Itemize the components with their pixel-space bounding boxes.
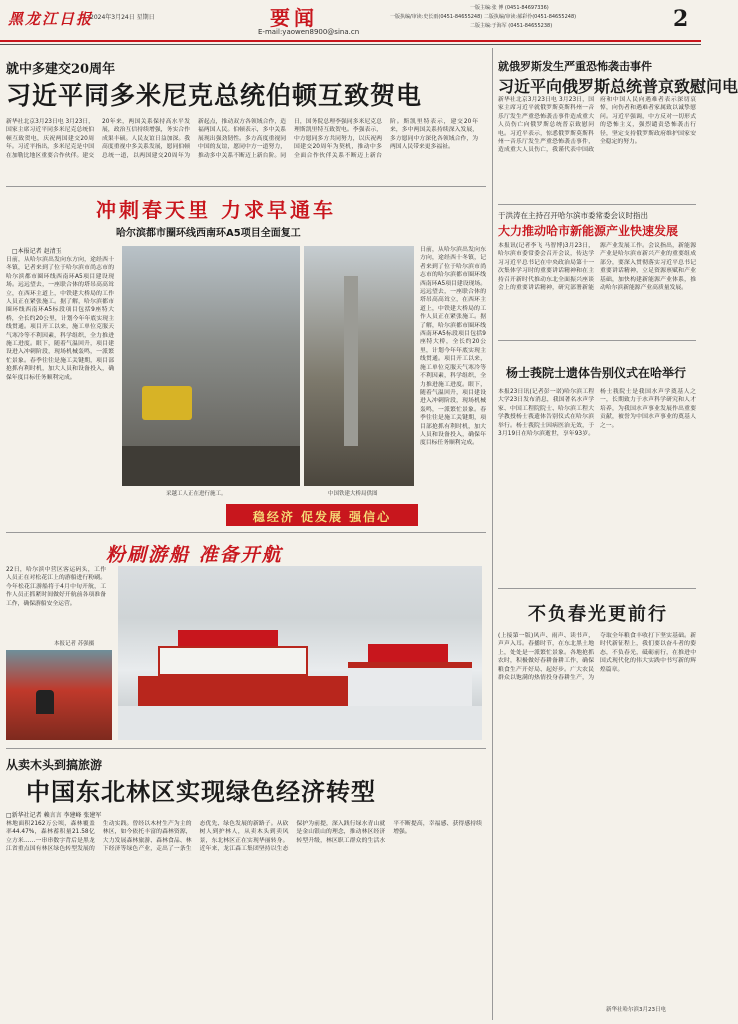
banner-text: 稳经济 促发展 强信心 [252,510,392,524]
ground-shape [122,446,300,486]
article1-body: 新华社北京3月23日电 3月23日，国家主席习近平同多米尼克总统伯顿互致贺电，庆祝两国建交20周年。习近平指出，多米尼克是中国在加勒比地区重要合作伙伴。建交20年来，两国关系保持高水平发展，政治互信持续增强，务实合作成果丰硕。人民友谊日益加深。我高度重视中多关系发展，愿同伯顿总统一道，以两国建交20周年为新起点，推动双方各领域合作，造福两国人民。伯顿表示，多中关系展现出强劲韧性。多方高度重视同中国的友谊，愿同中方一道努力，推动多中关系不断迈上新台阶。同日，国务院总理李强同多米尼克总理斯凯里特互致贺电。李强表示，中方愿同多方共同努力，以庆祝两国建交20周年为契机，推动中多全面合作伙伴关系不断迈上新台阶。斯凯里特表示，建交20年来，多中两国关系持续深入发展，多方愿同中方深化各领域合作，为两国人民带来更多福祉。 [6,119,478,159]
article3-body: 本报讯(记者李飞 马智博)3月23日，哈尔滨市委常委会召开会议，传达学习习近平总书记在中央政治局第十一次集体学习时的重要讲话精神和在主持召开新时代推动东北全面振兴座谈会上的重要讲话精神，研究部署新能源产业发展工作。会议指出，新能源产业是哈尔滨市新兴产业的重要组成部分，要深入贯彻落实习近平总书记重要讲话精神，立足资源禀赋和产业基础，加快构建新能源产业体系，推动哈尔滨新能源产业高质量发展。 [498,243,696,292]
article8-kicker: 从卖木头到搞旅游 [6,758,103,772]
ferry-hull [138,676,348,706]
editor-line-3: 二版主编:于海军 (0451-84655238) [470,23,553,29]
section-title: 要闻 [270,6,318,30]
article4-caption-left: 采越工人正在进行施工。 [166,491,227,497]
divider-article2 [498,204,696,205]
article2-body: 新华社北京3月23日电 3月23日，国家主席习近平就俄罗斯莫斯科州一音乐厅发生严重恐怖袭击事件造成重大人员伤亡向俄罗斯总统普京致慰问电。习近平表示，惊悉俄罗斯莫斯科州一音乐厅发生严重恐怖袭击事件，造成重大人员伤亡，我谨代表中国政府和中国人民向遇难者表示深切哀悼，向伤者和遇难者家属致以诚挚慰问。习近平强调，中方反对一切形式的恐怖主义，强烈谴责恐怖袭击行径，坚定支持俄罗斯政府维护国家安全稳定的努力。 [498,97,696,154]
excavator-icon [142,386,192,420]
masthead-rule [0,40,701,42]
masthead-rule-thin [0,44,701,45]
article4-byline: □本报记者 赵清玉 [12,248,62,255]
article6-headline: 杨士莪院士遗体告别仪式在哈举行 [506,366,687,380]
article2-kicker: 就俄罗斯发生严重恐怖袭击事件 [498,60,652,73]
ferry-hull-2 [348,662,472,706]
article7-headline: 不负春光更前行 [528,604,668,625]
divider-article1 [6,186,486,187]
issue-date: 2024年3月24日 星期日 [90,14,155,21]
ferry-roof-2 [368,644,448,662]
article4-kicker: 冲刺春天里 力求早通车 [96,198,336,222]
article4-subhead: 哈尔滨都市圈环线西南环A5项目全面复工 [116,228,301,239]
article5-headline: 粉刷游船 准备开航 [106,544,283,566]
paper-name: 黑龙江日报 [8,10,94,28]
painter-photo [6,650,112,740]
article1-headline: 习近平同多米尼克总统伯顿互致贺电 [6,81,423,110]
article-spring [498,592,696,1020]
bridge-pier-icon [344,276,358,446]
divider-article3 [498,340,696,341]
article5-photo-credit: 本报记者 苏强摄 [54,641,95,647]
article1-kicker: 就中多建交20周年 [6,62,116,77]
article4-caption-right: 中国铁建大桥局供图 [328,491,378,497]
vertical-divider [492,48,493,1020]
article7-body: (上接第一版)风声、雨声、读书声，声声入耳。春播时节，在东北黑土地上，处处是一派繁忙景象。各地抢抓农时，积极做好春耕备耕工作，确保粮食生产开好局、起好步。广大农民群众以饱满的热情投身春耕生产，为夺取全年粮食丰收打下坚实基础。新时代新征程上，我们要以奋斗者的姿态，不负春光，砥砺前行，在推进中国式现代化的伟大实践中书写新的辉煌篇章。 [498,633,696,682]
ferry-roof [178,630,278,646]
article8-byline: □新华社记者 赖言言 李建峰 张建军 [6,812,102,819]
article3-kicker: 于洪涛在主持召开哈尔滨市委常委会议时指出 [498,211,648,220]
construction-photo-left [122,246,300,486]
article5-caption: 22日，哈尔滨中营区客运码头，工作人员正在对松花江上的游船进行粉刷。今年松花江游船将于4月中旬开航，工作人员正抓紧时间做好开航前各项准备工作，确保游船安全运营。 [6,567,106,607]
page-number: 2 [673,6,689,32]
article6-body: 本报23日讯(记者彭一诺)哈尔滨工程大学23日发布消息，我国著名水声学家、中国工程院院士、哈尔滨工程大学教授杨士莪遗体告别仪式在哈尔滨举行。杨士莪院士因病医治无效，于3月19日在哈尔滨逝世，享年93岁。杨士莪院士是我国水声学奠基人之一，长期致力于水声科学研究和人才培养，为我国水声事业发展作出重要贡献，被誉为中国水声事业的奠基人之一。 [498,389,696,438]
article-dominica [6,52,486,182]
ferry-cabin [158,646,308,676]
article4-body-right: 日前，从哈尔滨出发向东方向，途经西十冬镇，记者来到了位于哈尔滨市尚志市的哈尔滨都市圈环线西南环A5项目建设现场。远远望去，一座联合体的塔吊高高耸立，在西环主道上，中铁建大桥局的工作人员正在紧张施工。据了解，哈尔滨都市圈环线西南环A5标段项目包括9座特大桥，全长约20公里，计划今年年底实现主线贯通。项目开工以来，施工单位克服天气寒冷等不利因素，科学组织，全力推进施工进度。眼下，随着气温回升，项目建设进入冲刺阶段，现场机械轰鸣，一派繁忙景象。春季往往是施工关键期，项目部抢抓有利时机，加大人员和设备投入，确保年度目标任务顺利完成。 [420,247,486,447]
banner-box [226,504,418,526]
article8-body: 林地面积2162万公顷，森林覆盖率44.47%，森林蓄积量21.58亿立方米……一串串数字背后是黑龙江省重点国有林区绿色转型发展的生动实践。曾经以木材生产为主的林区，如今依托丰富的森林资源，大力发展森林旅游、森林食品、林下经济等绿色产业，走出了一条生态优先、绿色发展的新路子。从砍树人到护林人，从卖木头到卖风景，东北林区正在实现华丽转身。近年来，龙江森工集团坚持以生态保护为前提，深入践行绿水青山就是金山银山的理念，推动林区经济转型升级，林区职工群众的生活水平不断提高，幸福感、获得感持续增强。 [6,821,482,853]
article7-sign-off: 新华社哈尔滨3月23日电 [606,1007,666,1013]
editor-line-2: 一版执编/审读:史长雨(0451-84655248) 二版执编/审读:郝彩伶(0451-84655248) [390,14,577,20]
article-russia [498,52,738,202]
ice-shelf [118,706,482,740]
editor-line-1: 一版主编:张 博 (0451-84697336) [470,5,549,11]
article-cruise-boats [6,536,486,746]
article-forest-economy [6,752,486,1020]
masthead [0,0,701,40]
divider-article4 [6,532,486,533]
article-yang-shie [498,344,696,584]
ferry-photo [118,566,482,740]
construction-photo-right [304,246,414,486]
divider-article6 [498,588,696,589]
section-email: E-mail:yaowen8900@sina.cn [258,28,360,36]
worker-icon [36,690,54,714]
divider-article5 [6,748,486,749]
article4-body-left: 日前，从哈尔滨出发向东方向，途经西十冬镇，记者来到了位于哈尔滨市尚志市的哈尔滨都市圈环线西南环A5项目建设现场。远远望去，一座联合体的塔吊高高耸立，在西环主道上，中铁建大桥局的工作人员正在紧张施工。据了解，哈尔滨都市圈环线西南环A5标段项目包括9座特大桥，全长约20公里，计划今年年底实现主线贯通。项目开工以来，施工单位克服天气寒冷等不利因素，科学组织，全力推进施工进度。眼下，随着气温回升，项目建设进入冲刺阶段，现场机械轰鸣，一派繁忙景象。春季往往是施工关键期，项目部抢抓有利时机，加大人员和设备投入，确保年度目标任务顺利完成。 [6,257,114,381]
article2-headline: 习近平向俄罗斯总统普京致慰问电 [498,77,738,96]
article8-headline: 中国东北林区实现绿色经济转型 [26,777,376,806]
article3-headline: 大力推动哈市新能源产业快速发展 [498,224,679,238]
article-new-energy [498,208,696,338]
article-ring-road [6,190,486,530]
